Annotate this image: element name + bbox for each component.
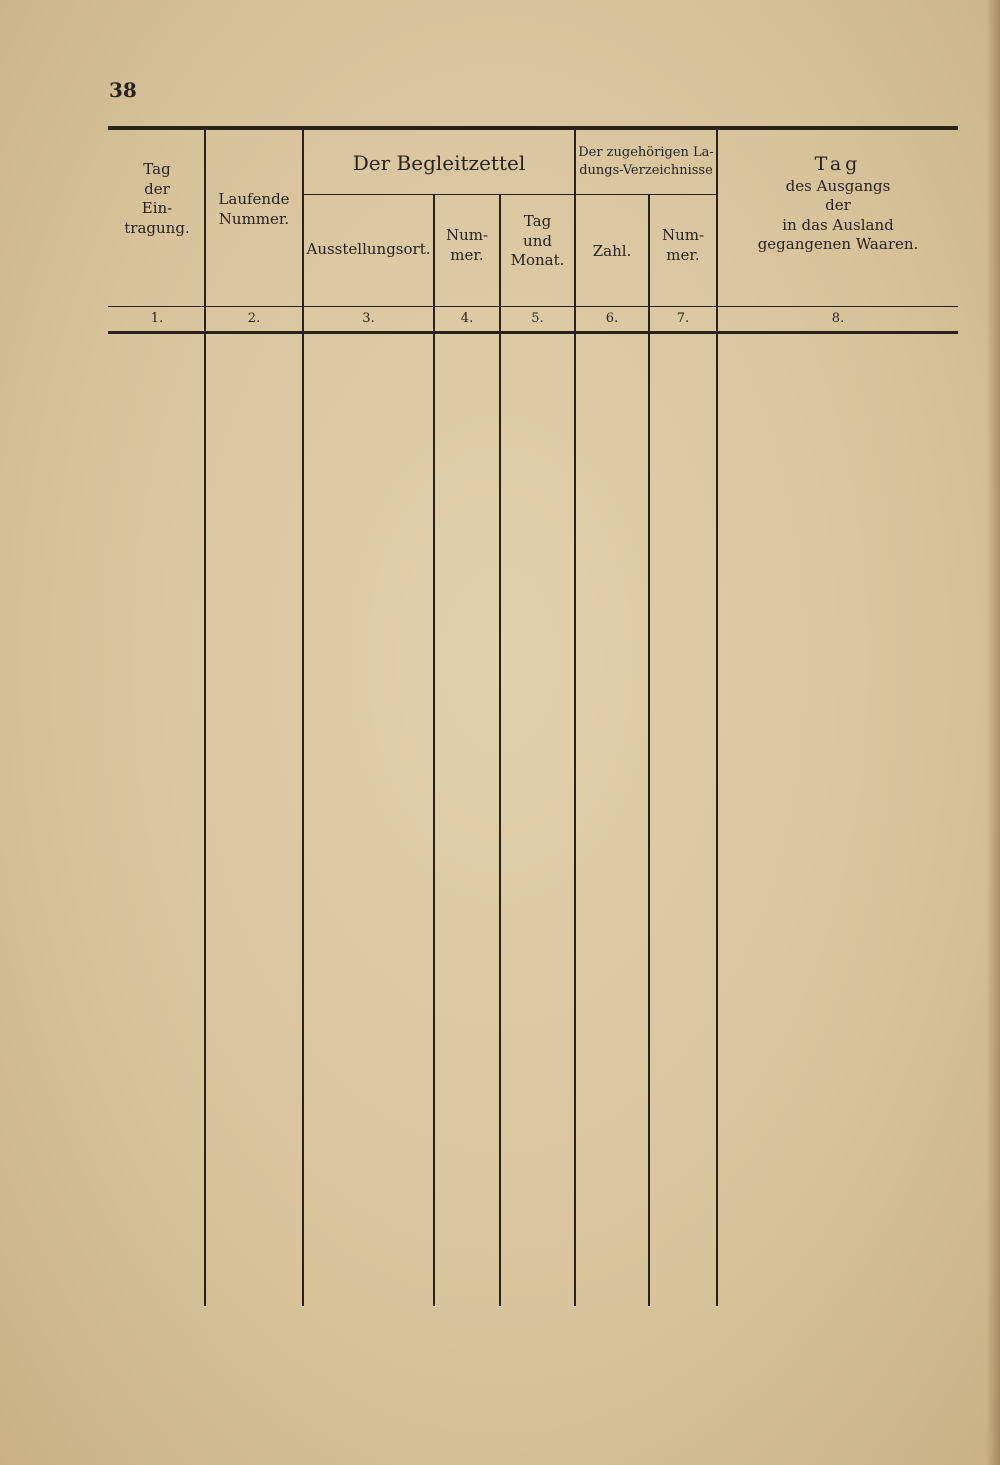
header-col4-line2: mer. (450, 245, 484, 264)
column-number-3: 3. (362, 311, 375, 326)
header-col5-line1: Tag (523, 212, 552, 230)
header-col5-tag-und-monat (501, 212, 574, 271)
header-col8-line4: in das Ausland (782, 215, 894, 234)
header-col8-line5: gegangenen Waaren. (757, 235, 919, 254)
col-divider-7-8-body (716, 334, 718, 1306)
column-number-8: 8. (831, 311, 845, 326)
header-col5-line3: Monat. (510, 251, 565, 269)
group-header-rule-ladung (575, 194, 718, 195)
header-col2-laufende-nummer (206, 190, 302, 229)
col-divider-1-2-body (204, 334, 206, 1306)
header-col1-line2: der (144, 179, 170, 198)
page-number: 38 (109, 78, 137, 102)
col-divider-5-6-body (574, 334, 576, 1306)
header-col4-nummer (435, 226, 499, 265)
header-col7-nummer (650, 226, 716, 265)
header-group-ladungsverzeichnisse (576, 144, 716, 179)
column-number-2: 2. (247, 311, 261, 326)
header-col3-ausstellungsort: Ausstellungsort. (306, 240, 431, 258)
header-bottom-rule (108, 306, 958, 307)
header-col2-line2: Nummer. (218, 209, 290, 228)
header-col7-line1: Num- (661, 226, 705, 244)
header-col8-line2: des Ausgangs (785, 176, 891, 195)
header-col1-line4: tragung. (124, 218, 190, 237)
column-number-5: 5. (531, 311, 544, 326)
column-number-4: 4. (460, 311, 474, 326)
col-divider-6-7-body (648, 334, 650, 1306)
col-divider-3-4-body (433, 334, 435, 1306)
column-number-1: 1. (150, 311, 164, 326)
header-col8-line1: Tag (814, 153, 862, 175)
header-col1-line1: Tag (143, 160, 171, 178)
header-col2-line1: Laufende (218, 190, 290, 208)
header-col5-line2: und (523, 231, 552, 250)
header-group-begleitzettel: Der Begleitzettel (352, 151, 526, 175)
column-number-7: 7. (676, 311, 690, 326)
header-col8-tag-des-ausgangs (718, 152, 958, 255)
header-group-ladung-line2: dungs-Verzeichnisse (579, 162, 713, 178)
group-header-rule-begleitzettel (303, 194, 575, 195)
header-col6-zahl: Zahl. (592, 242, 632, 260)
header-col4-line1: Num- (445, 226, 489, 244)
header-col8-line3: der (825, 196, 851, 215)
column-number-6: 6. (605, 311, 619, 326)
numbers-bottom-rule (108, 331, 958, 334)
col-divider-4-5-body (499, 334, 501, 1306)
header-col1-line3: Ein- (141, 199, 173, 217)
table-top-rule (108, 126, 958, 130)
header-group-ladung-line1: Der zugehörigen La- (578, 145, 714, 160)
col-divider-2-3-body (302, 334, 304, 1306)
header-col7-line2: mer. (666, 245, 700, 264)
header-col1-tag-der-eintragung (110, 160, 204, 238)
page-edge-shadow (986, 0, 1000, 1465)
